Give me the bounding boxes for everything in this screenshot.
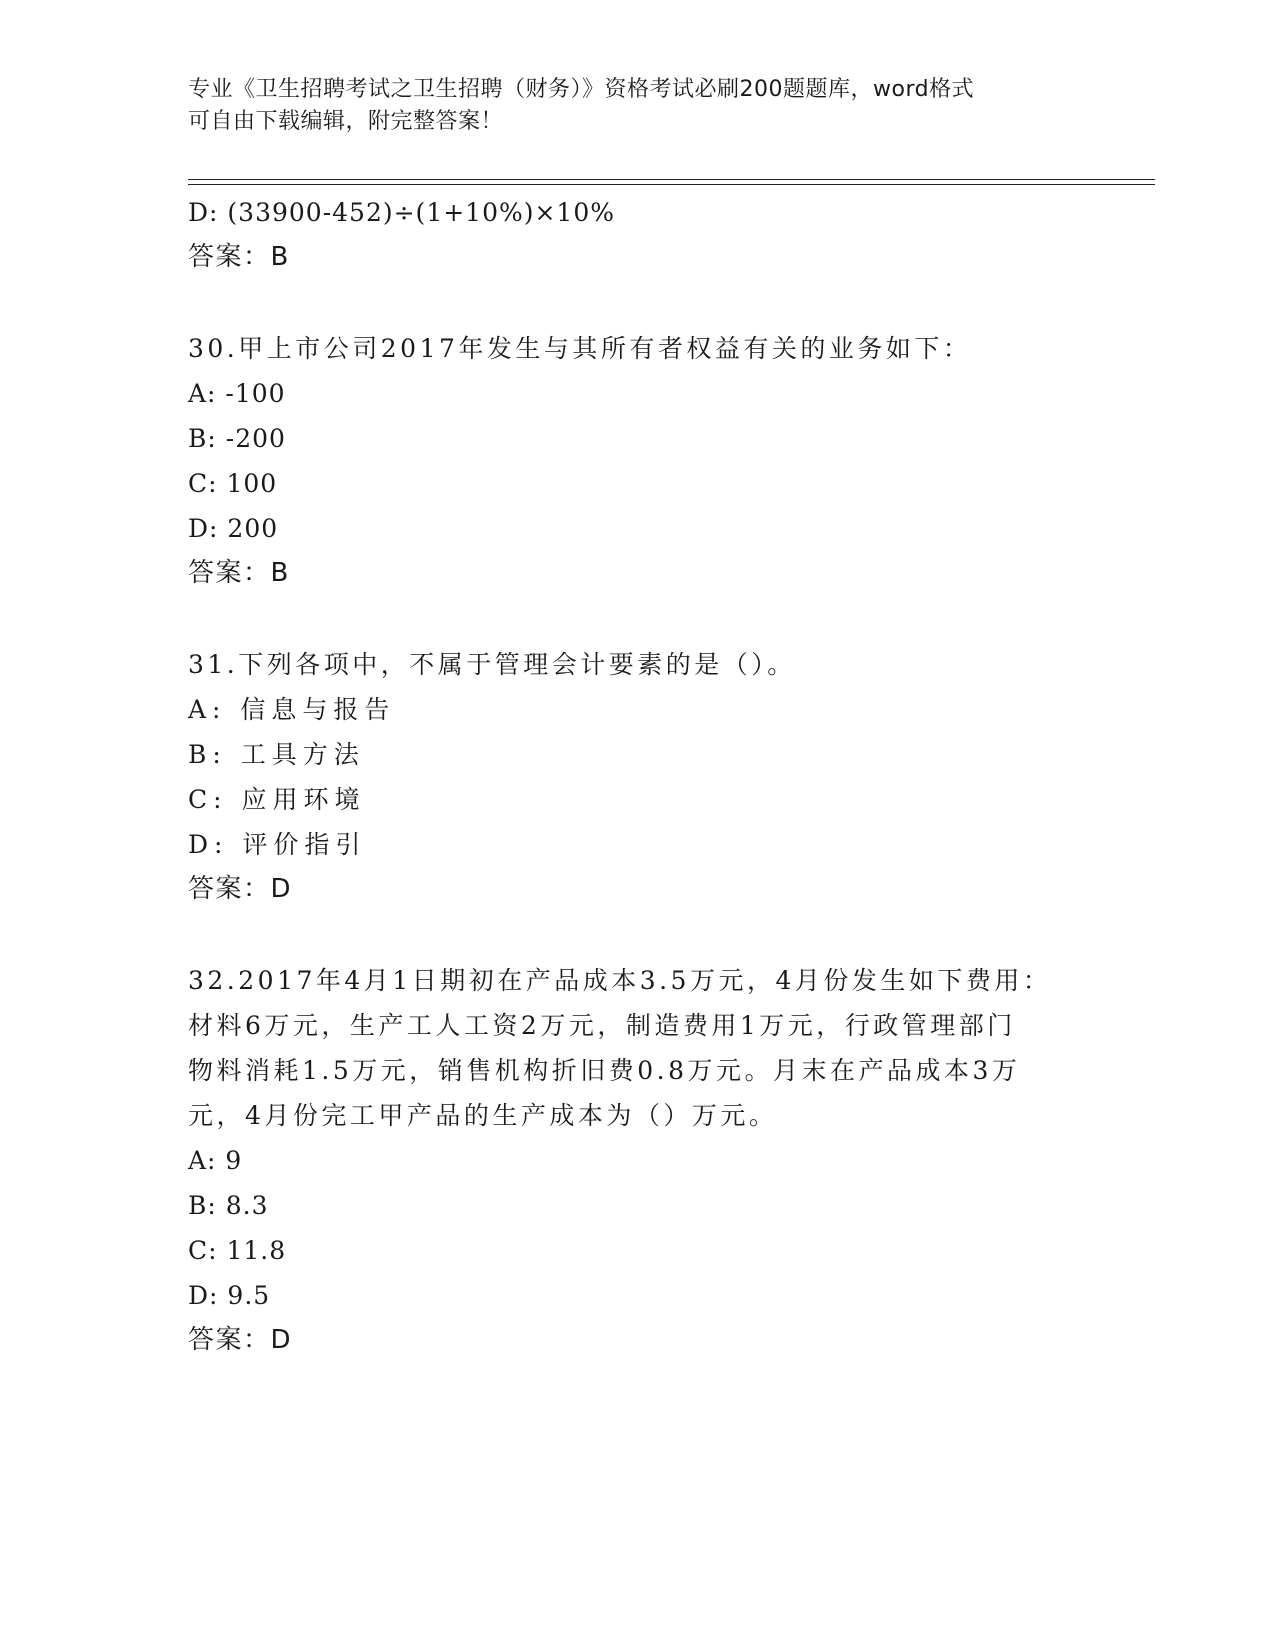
question-stem-line-4: 元，4月份完工甲产品的生产成本为（）万元。 [188,1101,778,1130]
document-header [188,74,1088,138]
option-b: B: 8.3 [188,1191,269,1220]
question-31 [188,642,1068,912]
prev-question-block [188,190,1068,280]
question-stem: 30.甲上市公司2017年发生与其所有者权益有关的业务如下： [188,334,972,363]
option-b: B: 工具方法 [188,740,365,769]
header-line-2: 可自由下载编辑，附完整答案！ [188,109,504,134]
option-c: C: 11.8 [188,1236,287,1265]
question-stem-line-3: 物料消耗1.5万元，销售机构折旧费0.8万元。月末在产品成本3万 [188,1056,1021,1085]
question-30 [188,326,1068,596]
option-c: C: 100 [188,469,278,498]
header-divider-top [188,179,1155,180]
question-stem-line-1: 32.2017年4月1日期初在产品成本3.5万元，4月份发生如下费用： [188,966,1052,995]
option-c: C: 应用环境 [188,785,366,814]
spacer [188,280,1068,326]
answer-line: 答案：D [188,1325,293,1355]
header-divider-bottom [188,184,1155,185]
option-d: D: 200 [188,514,279,543]
spacer [188,912,1068,958]
answer-line: 答案：B [188,242,290,272]
option-a: A: 信息与报告 [188,695,396,724]
question-stem: 31.下列各项中，不属于管理会计要素的是（）。 [188,650,796,679]
answer-line: 答案：B [188,558,290,588]
option-a: A: 9 [188,1146,243,1175]
option-d: D: 评价指引 [188,830,367,859]
option-d: D: (33900-452)÷(1+10%)×10% [188,198,616,227]
answer-line: 答案：D [188,874,293,904]
option-d: D: 9.5 [188,1281,271,1310]
question-content [188,190,1068,1363]
header-line-1: 专业《卫生招聘考试之卫生招聘（财务）》资格考试必刷200题题库，word格式 [188,77,975,102]
option-a: A: -100 [188,379,286,408]
option-b: B: -200 [188,424,286,453]
question-stem-line-2: 材料6万元，生产工人工资2万元，制造费用1万元，行政管理部门 [188,1011,1016,1040]
spacer [188,596,1068,642]
question-32 [188,958,1068,1363]
